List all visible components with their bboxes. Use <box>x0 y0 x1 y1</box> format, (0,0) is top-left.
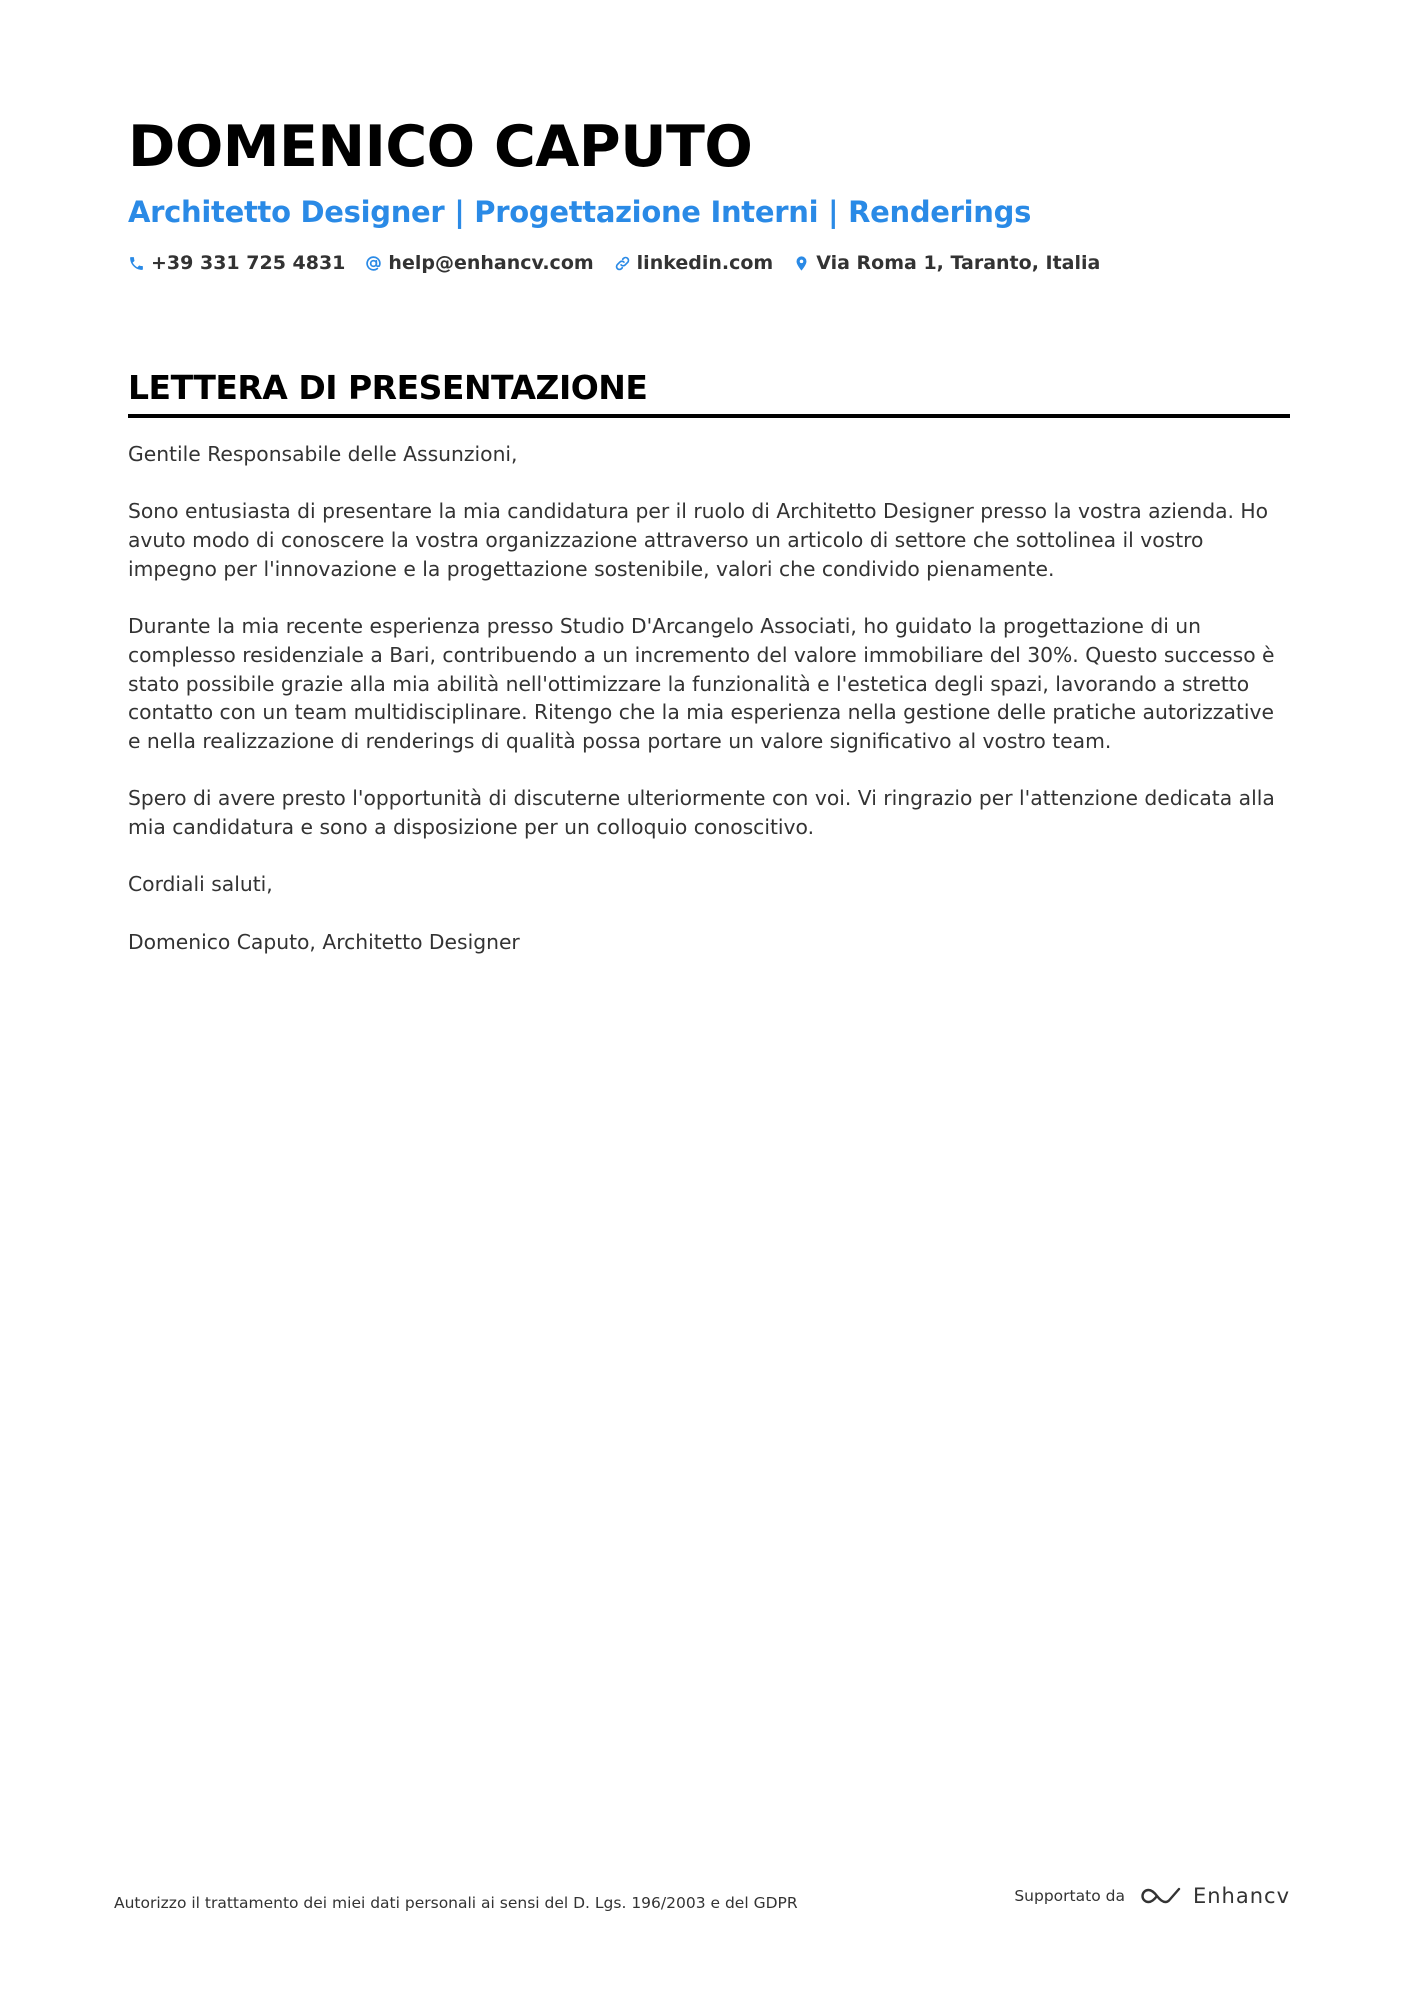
section-title: LETTERA DI PRESENTAZIONE <box>128 366 1290 418</box>
letter-paragraph: Durante la mia recente esperienza presso Studio D'Arcangelo Associati, ho guidato la progettazione di un complesso residenziale a Bari, contribuendo a un incremento del valore immobiliare del 30%. Questo successo è stato possibile grazie alla mia abilità nell'ottimizzare la funzionalità e l'estetica degli spazi, lavorando a stretto contatto con un team multidisciplinare. Ritengo che la mia esperienza nella gestione delle pratiche autorizzative e nella realizzazione di renderings di qualità possa portare un valore significativo al vostro team. <box>128 614 1275 753</box>
phone-number: +39 331 725 4831 <box>151 252 346 274</box>
letter-closing: Cordiali saluti, <box>128 872 273 897</box>
location-pin-icon <box>793 255 810 272</box>
candidate-headline: Architetto Designer | Progettazione Interni | Renderings <box>128 195 1032 229</box>
phone-icon <box>128 255 145 272</box>
header <box>128 112 1290 274</box>
brand-logo <box>1137 1884 1290 1908</box>
letter-paragraph: Spero di avere presto l'opportunità di discuterne ulteriormente con voi. Vi ringrazio per l'attenzione dedicata alla mia candidatura e sono a disposizione per un colloquio conoscitivo. <box>128 786 1275 840</box>
cover-letter-section <box>128 366 1290 985</box>
link-icon <box>614 255 631 272</box>
at-icon <box>365 255 382 272</box>
brand-name: Enhancv <box>1192 1884 1290 1908</box>
letter-signature: Domenico Caputo, Architetto Designer <box>128 929 520 954</box>
powered-by-label: Supportato da <box>1014 1887 1125 1905</box>
privacy-consent: Autorizzo il trattamento dei miei dati personali ai sensi del D. Lgs. 196/2003 e del GDPR <box>114 1894 798 1912</box>
contact-address <box>793 252 1100 274</box>
letter-body <box>128 440 1290 957</box>
letter-greeting: Gentile Responsabile delle Assunzioni, <box>128 442 518 466</box>
enhancv-logo-icon <box>1137 1884 1183 1908</box>
email-address: help@enhancv.com <box>388 252 594 274</box>
contact-linkedin[interactable] <box>614 252 774 274</box>
contact-phone[interactable] <box>128 252 345 274</box>
letter-paragraph: Sono entusiasta di presentare la mia candidatura per il ruolo di Architetto Designer presso la vostra azienda. Ho avuto modo di conoscere la vostra organizzazione attraverso un articolo di settore che sottolinea il vostro impegno per l'innovazione e la progettazione sostenibile, valori che condivido pienamente. <box>128 499 1269 581</box>
address-text: Via Roma 1, Taranto, Italia <box>816 252 1101 274</box>
candidate-name: DOMENICO CAPUTO <box>128 114 753 180</box>
linkedin-link: linkedin.com <box>636 252 774 274</box>
contact-bar <box>128 252 1290 274</box>
powered-by[interactable] <box>1014 1884 1290 1908</box>
contact-email[interactable] <box>365 252 593 274</box>
